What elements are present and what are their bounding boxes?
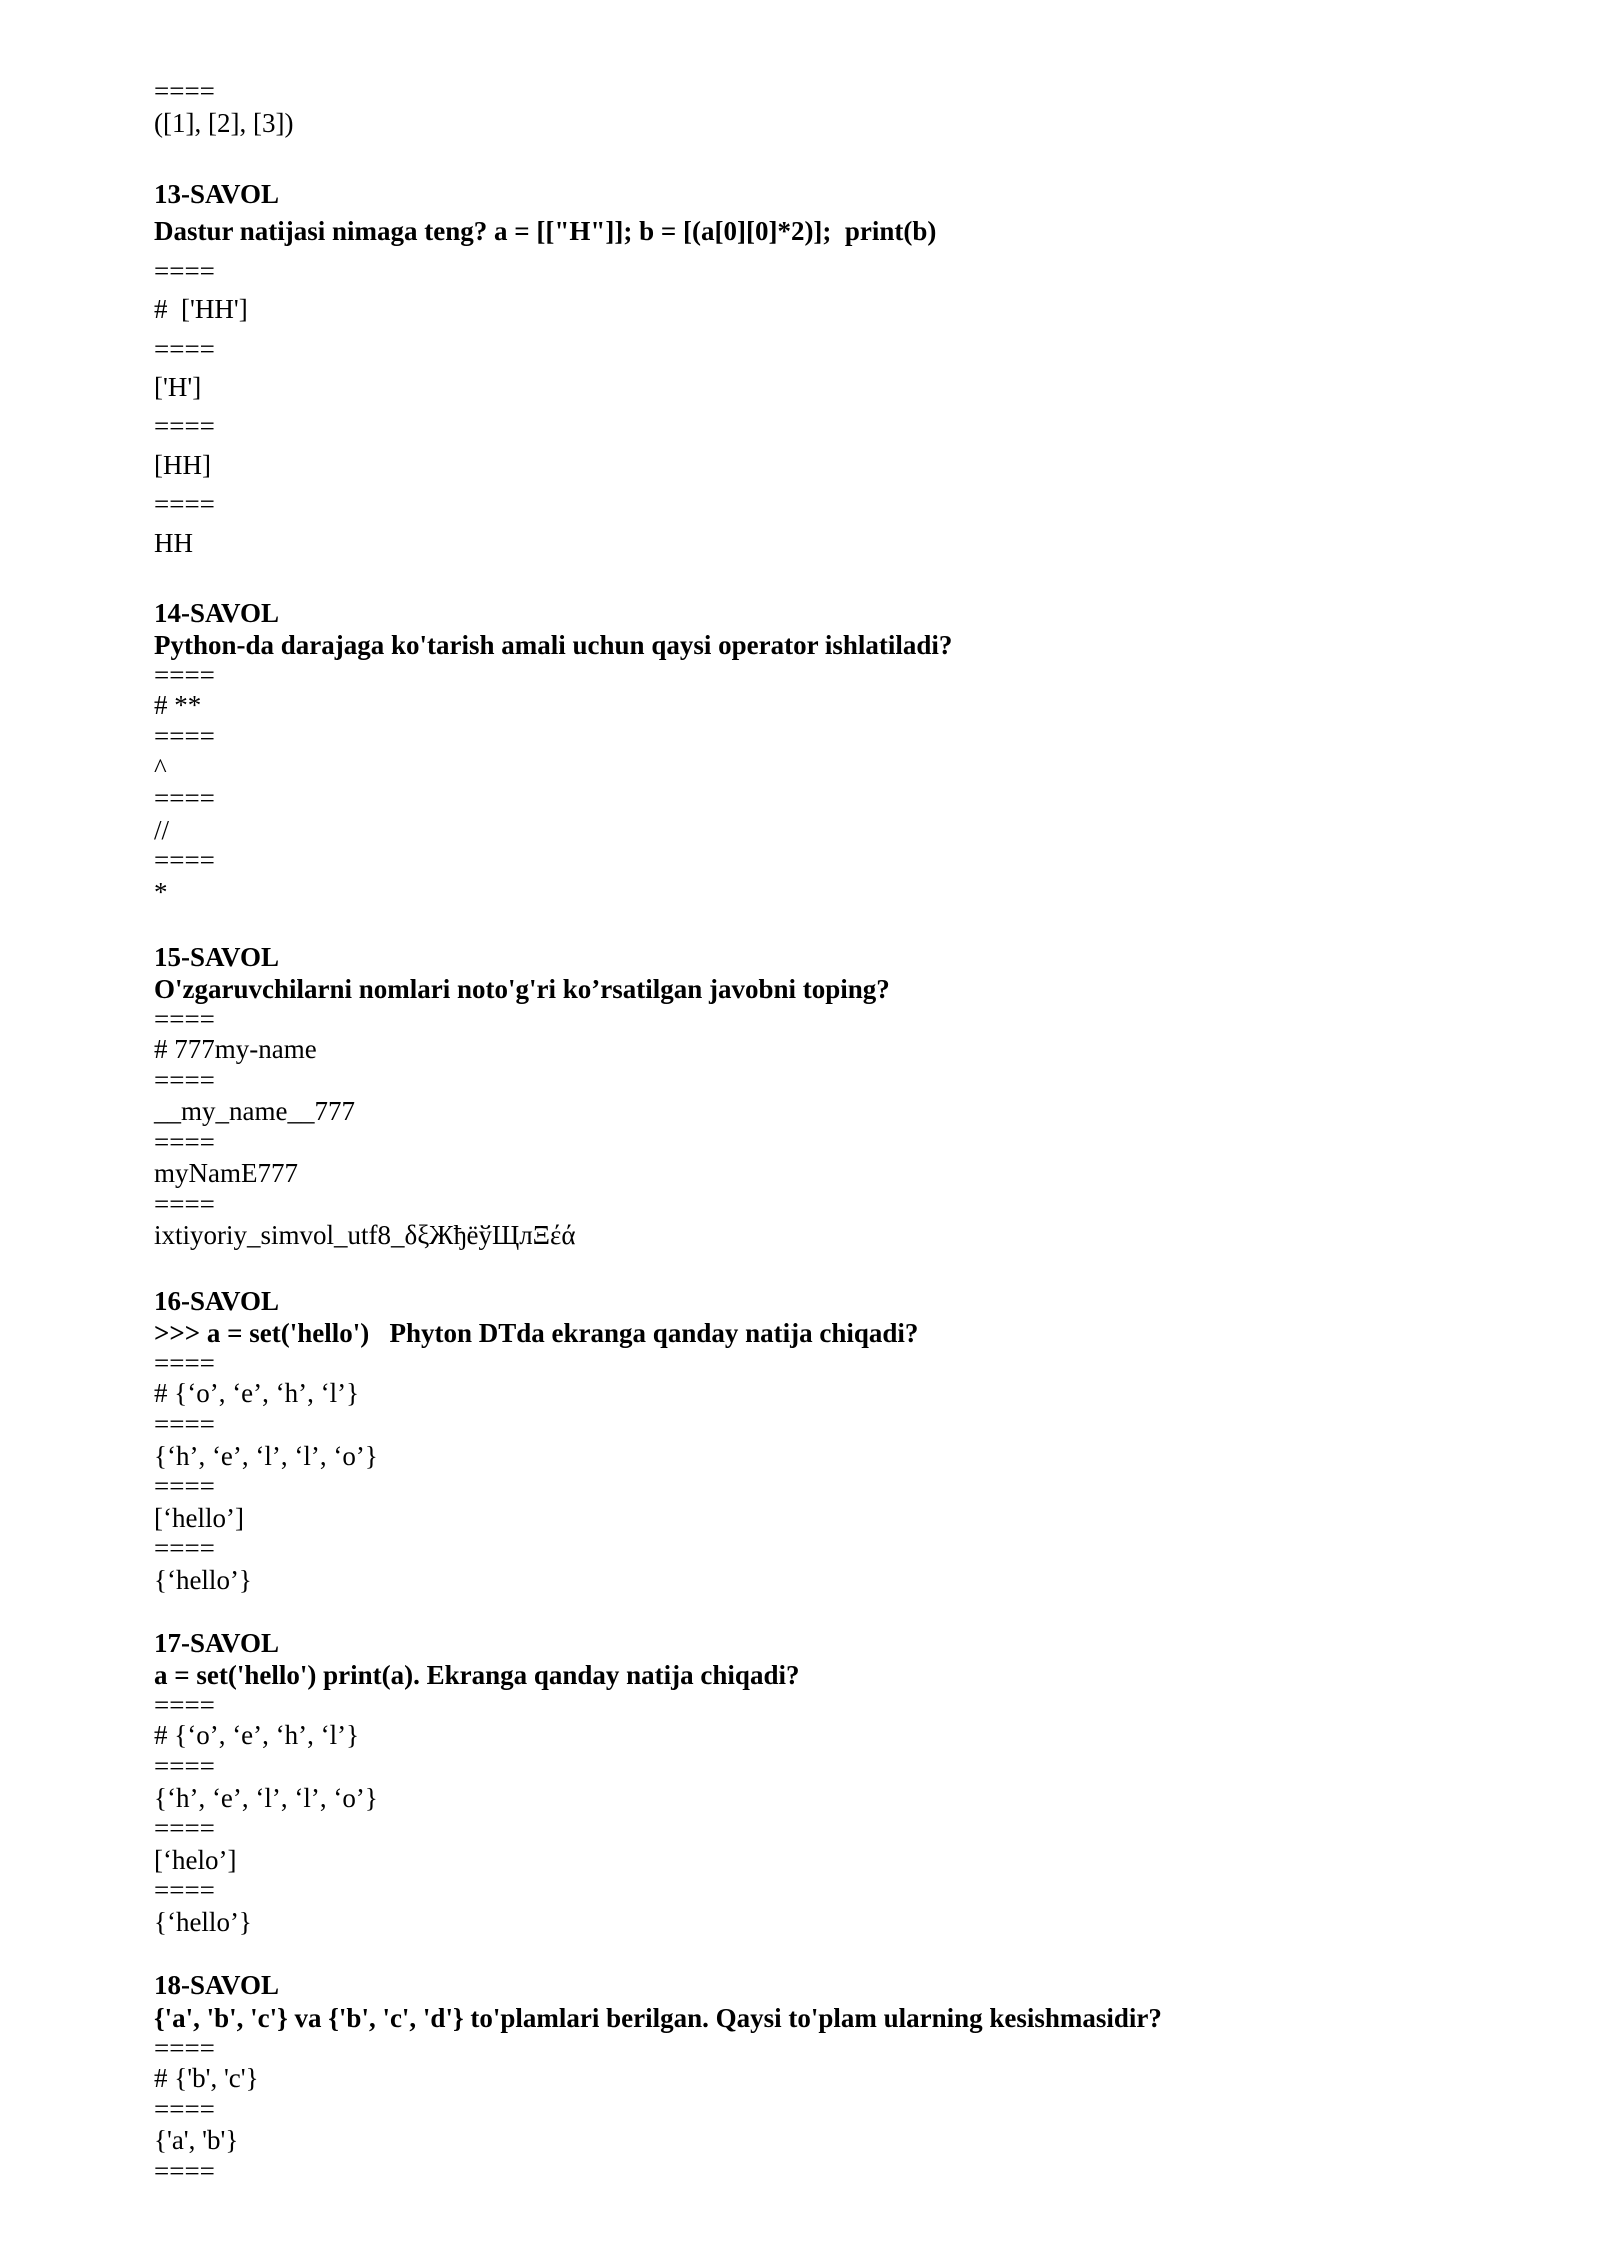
option-separator: ====: [154, 334, 215, 364]
option-separator: ====: [154, 1875, 215, 1905]
correct-answer-option: # {‘o’, ‘e’, ‘h’, ‘l’}: [154, 1720, 360, 1750]
question-text: >>> a = set('hello') Phyton DTda ekranga qanday natija chiqadi?: [154, 1318, 919, 1348]
option-separator: ====: [154, 1004, 215, 1034]
question-text: a = set('hello') print(a). Ekranga qanday natija chiqadi?: [154, 1660, 800, 1690]
answer-option: {‘hello’}: [154, 1907, 252, 1937]
option-separator: ====: [154, 1471, 215, 1501]
option-separator: ====: [154, 1348, 215, 1378]
answer-option: [HH]: [154, 450, 211, 480]
option-separator: ====: [154, 1690, 215, 1720]
question-text: {'a', 'b', 'c'} va {'b', 'c', 'd'} to'plamlari berilgan. Qaysi to'plam ularning kesishmasidir?: [154, 2003, 1162, 2033]
question-text: Python-da darajaga ko'tarish amali uchun qaysi operator ishlatiladi?: [154, 630, 953, 660]
question-number: 15-SAVOL: [154, 942, 279, 972]
answer-option: __my_name__777: [154, 1096, 355, 1126]
question-text: Dastur natijasi nimaga teng? a = [["H"]]; b = [(a[0][0]*2)]; print(b): [154, 216, 937, 246]
answer-option: myNamE777: [154, 1158, 298, 1188]
question-number: 18-SAVOL: [154, 1970, 279, 2000]
answer-option: ['H']: [154, 372, 202, 402]
question-number: 17-SAVOL: [154, 1628, 279, 1658]
correct-answer-option: # {‘o’, ‘e’, ‘h’, ‘l’}: [154, 1378, 360, 1408]
option-separator: ====: [154, 1065, 215, 1095]
question-text: O'zgaruvchilarni nomlari noto'g'ri ko’rsatilgan javobni toping?: [154, 974, 890, 1004]
option-separator: ====: [154, 489, 215, 519]
answer-option: {‘h’, ‘e’, ‘l’, ‘l’, ‘o’}: [154, 1441, 378, 1471]
answer-option: {'a', 'b'}: [154, 2125, 239, 2155]
answer-option: [‘helo’]: [154, 1845, 237, 1875]
answer-option: [‘hello’]: [154, 1503, 244, 1533]
correct-answer-option: # **: [154, 690, 202, 720]
correct-answer-option: # 777my-name: [154, 1034, 317, 1064]
option-separator: ====: [154, 411, 215, 441]
option-separator: ====: [154, 1189, 215, 1219]
option-separator: ====: [154, 1533, 215, 1563]
answer-option: *: [154, 877, 168, 907]
option-separator: ====: [154, 2033, 215, 2063]
answer-option: ^: [154, 753, 167, 783]
answer-option: ([1], [2], [3]): [154, 108, 294, 138]
option-separator: ====: [154, 1813, 215, 1843]
option-separator: ====: [154, 1751, 215, 1781]
answer-option: //: [154, 815, 170, 845]
correct-answer-option: # ['HH']: [154, 294, 248, 324]
question-number: 14-SAVOL: [154, 598, 279, 628]
correct-answer-option: # {'b', 'c'}: [154, 2063, 259, 2093]
option-separator: ====: [154, 2156, 215, 2186]
option-separator: ====: [154, 1127, 215, 1157]
option-separator: ====: [154, 845, 215, 875]
answer-option: ixtiyoriy_simvol_utf8_δξЖђёўЩлΞέά: [154, 1220, 576, 1250]
option-separator: ====: [154, 660, 215, 690]
question-number: 13-SAVOL: [154, 179, 279, 209]
option-separator: ====: [154, 256, 215, 286]
answer-option: {‘hello’}: [154, 1565, 252, 1595]
option-separator: ====: [154, 2094, 215, 2124]
answer-option: HH: [154, 528, 193, 558]
option-separator: ====: [154, 1409, 215, 1439]
question-number: 16-SAVOL: [154, 1286, 279, 1316]
option-separator: ====: [154, 783, 215, 813]
option-separator: ====: [154, 76, 215, 106]
answer-option: {‘h’, ‘e’, ‘l’, ‘l’, ‘o’}: [154, 1783, 378, 1813]
option-separator: ====: [154, 721, 215, 751]
